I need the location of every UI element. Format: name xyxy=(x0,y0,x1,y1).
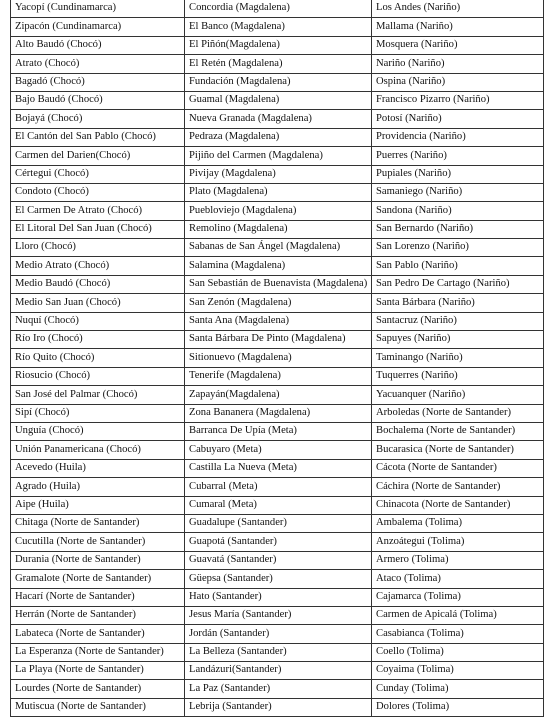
table-row xyxy=(11,73,544,91)
table-row xyxy=(11,294,544,312)
table-cell: San Lorenzo (Nariño) xyxy=(372,239,544,257)
table-cell: Tenerife (Magdalena) xyxy=(185,367,372,385)
table-cell: Arboledas (Norte de Santander) xyxy=(372,404,544,422)
table-cell: Condoto (Chocó) xyxy=(11,183,185,201)
table-row xyxy=(11,55,544,73)
table-row xyxy=(11,698,544,716)
table-cell: San Pedro De Cartago (Nariño) xyxy=(372,275,544,293)
table-row xyxy=(11,0,544,18)
table-cell: La Playa (Norte de Santander) xyxy=(11,662,185,680)
table-row xyxy=(11,680,544,698)
table-row xyxy=(11,459,544,477)
table-cell: Medio San Juan (Chocó) xyxy=(11,294,185,312)
table-row xyxy=(11,275,544,293)
table-cell: Dolores (Tolima) xyxy=(372,698,544,716)
table-cell: Mallama (Nariño) xyxy=(372,18,544,36)
table-cell: Unguía (Chocó) xyxy=(11,422,185,440)
table-row xyxy=(11,220,544,238)
table-cell: Lourdes (Norte de Santander) xyxy=(11,680,185,698)
table-cell: Santacruz (Nariño) xyxy=(372,312,544,330)
table-row xyxy=(11,404,544,422)
table-cell: Nuquí (Chocó) xyxy=(11,312,185,330)
table-cell: Bajo Baudó (Chocó) xyxy=(11,91,185,109)
table-cell: Santa Ana (Magdalena) xyxy=(185,312,372,330)
table-row xyxy=(11,147,544,165)
table-row xyxy=(11,386,544,404)
table-cell: Nueva Granada (Magdalena) xyxy=(185,110,372,128)
table-cell: Tuquerres (Nariño) xyxy=(372,367,544,385)
table-cell: Durania (Norte de Santander) xyxy=(11,551,185,569)
table-cell: Cácota (Norte de Santander) xyxy=(372,459,544,477)
table-cell: Salamina (Magdalena) xyxy=(185,257,372,275)
table-cell: Bochalema (Norte de Santander) xyxy=(372,422,544,440)
table-cell: Cabuyaro (Meta) xyxy=(185,441,372,459)
table-cell: Cértegui (Chocó) xyxy=(11,165,185,183)
table-row xyxy=(11,606,544,624)
table-cell: Francisco Pizarro (Nariño) xyxy=(372,91,544,109)
table-cell: Pupiales (Nariño) xyxy=(372,165,544,183)
table-cell: San José del Palmar (Chocó) xyxy=(11,386,185,404)
table-row xyxy=(11,128,544,146)
table-cell: Acevedo (Huila) xyxy=(11,459,185,477)
table-row xyxy=(11,349,544,367)
table-cell: Sipí (Chocó) xyxy=(11,404,185,422)
municipality-table xyxy=(10,0,544,717)
table-row xyxy=(11,625,544,643)
table-cell: Los Andes (Nariño) xyxy=(372,0,544,18)
table-cell: Atrato (Chocó) xyxy=(11,55,185,73)
table-body xyxy=(11,0,544,717)
table-cell: Carmen de Apicalá (Tolima) xyxy=(372,606,544,624)
table-cell: La Paz (Santander) xyxy=(185,680,372,698)
table-row xyxy=(11,643,544,661)
table-cell: La Esperanza (Norte de Santander) xyxy=(11,643,185,661)
table-cell: El Cantón del San Pablo (Chocó) xyxy=(11,128,185,146)
table-row xyxy=(11,533,544,551)
table-cell: Agrado (Huila) xyxy=(11,478,185,496)
table-cell: Cubarral (Meta) xyxy=(185,478,372,496)
table-row xyxy=(11,239,544,257)
table-cell: San Bernardo (Nariño) xyxy=(372,220,544,238)
table-cell: Guapotá (Santander) xyxy=(185,533,372,551)
table-cell: Hato (Santander) xyxy=(185,588,372,606)
table-cell: Sitionuevo (Magdalena) xyxy=(185,349,372,367)
table-cell: Remolino (Magdalena) xyxy=(185,220,372,238)
table-cell: Río Iro (Chocó) xyxy=(11,331,185,349)
table-cell: San Zenón (Magdalena) xyxy=(185,294,372,312)
table-cell: Castilla La Nueva (Meta) xyxy=(185,459,372,477)
table-cell: El Carmen De Atrato (Chocó) xyxy=(11,202,185,220)
table-cell: Puerres (Nariño) xyxy=(372,147,544,165)
table-cell: Providencia (Nariño) xyxy=(372,128,544,146)
table-cell: Río Quito (Chocó) xyxy=(11,349,185,367)
table-cell: San Pablo (Nariño) xyxy=(372,257,544,275)
table-row xyxy=(11,183,544,201)
table-row xyxy=(11,331,544,349)
table-row xyxy=(11,496,544,514)
table-cell: Riosucio (Chocó) xyxy=(11,367,185,385)
table-cell: Güepsa (Santander) xyxy=(185,570,372,588)
table-cell: Ataco (Tolima) xyxy=(372,570,544,588)
table-row xyxy=(11,478,544,496)
table-cell: Plato (Magdalena) xyxy=(185,183,372,201)
table-cell: Gramalote (Norte de Santander) xyxy=(11,570,185,588)
table-cell: Fundación (Magdalena) xyxy=(185,73,372,91)
table-cell: La Belleza (Santander) xyxy=(185,643,372,661)
table-cell: Bagadó (Chocó) xyxy=(11,73,185,91)
table-cell: Zona Bananera (Magdalena) xyxy=(185,404,372,422)
table-row xyxy=(11,570,544,588)
table-row xyxy=(11,312,544,330)
table-cell: Carmen del Darien(Chocó) xyxy=(11,147,185,165)
table-cell: Landázuri(Santander) xyxy=(185,662,372,680)
table-cell: Jesus María (Santander) xyxy=(185,606,372,624)
table-cell: Chitaga (Norte de Santander) xyxy=(11,514,185,532)
table-row xyxy=(11,422,544,440)
table-cell: El Litoral Del San Juan (Chocó) xyxy=(11,220,185,238)
table-cell: El Piñón(Magdalena) xyxy=(185,36,372,54)
table-cell: Lloro (Chocó) xyxy=(11,239,185,257)
table-cell: El Retén (Magdalena) xyxy=(185,55,372,73)
table-row xyxy=(11,110,544,128)
table-cell: Bucarasica (Norte de Santander) xyxy=(372,441,544,459)
table-row xyxy=(11,588,544,606)
table-cell: Chinacota (Norte de Santander) xyxy=(372,496,544,514)
table-cell: Casabianca (Tolima) xyxy=(372,625,544,643)
table-cell: Guavatá (Santander) xyxy=(185,551,372,569)
table-cell: Yacopí (Cundinamarca) xyxy=(11,0,185,18)
table-cell: Cumaral (Meta) xyxy=(185,496,372,514)
table-cell: Santa Bárbara De Pinto (Magdalena) xyxy=(185,331,372,349)
table-row xyxy=(11,441,544,459)
table-cell: Medio Baudó (Chocó) xyxy=(11,275,185,293)
table-cell: Medio Atrato (Chocó) xyxy=(11,257,185,275)
table-row xyxy=(11,662,544,680)
table-cell: Cáchira (Norte de Santander) xyxy=(372,478,544,496)
table-cell: Jordán (Santander) xyxy=(185,625,372,643)
table-cell: Coello (Tolima) xyxy=(372,643,544,661)
table-cell: Mosquera (Nariño) xyxy=(372,36,544,54)
table-cell: Pijiño del Carmen (Magdalena) xyxy=(185,147,372,165)
table-row xyxy=(11,257,544,275)
table-cell: El Banco (Magdalena) xyxy=(185,18,372,36)
table-cell: Nariño (Nariño) xyxy=(372,55,544,73)
table-row xyxy=(11,202,544,220)
table-cell: Cunday (Tolima) xyxy=(372,680,544,698)
table-cell: Cajamarca (Tolima) xyxy=(372,588,544,606)
table-cell: Zapayán(Magdalena) xyxy=(185,386,372,404)
table-row xyxy=(11,18,544,36)
table-cell: Sabanas de San Ángel (Magdalena) xyxy=(185,239,372,257)
table-cell: Unión Panamericana (Chocó) xyxy=(11,441,185,459)
table-cell: Alto Baudó (Chocó) xyxy=(11,36,185,54)
table-cell: Sapuyes (Nariño) xyxy=(372,331,544,349)
table-cell: Sandona (Nariño) xyxy=(372,202,544,220)
table-row xyxy=(11,514,544,532)
table-cell: Taminango (Nariño) xyxy=(372,349,544,367)
table-cell: Guamal (Magdalena) xyxy=(185,91,372,109)
table-cell: Pivijay (Magdalena) xyxy=(185,165,372,183)
table-cell: Santa Bárbara (Nariño) xyxy=(372,294,544,312)
table-row xyxy=(11,551,544,569)
table-cell: Concordia (Magdalena) xyxy=(185,0,372,18)
table-cell: Lebrija (Santander) xyxy=(185,698,372,716)
table-cell: Guadalupe (Santander) xyxy=(185,514,372,532)
table-cell: Coyaima (Tolima) xyxy=(372,662,544,680)
table-cell: Armero (Tolima) xyxy=(372,551,544,569)
table-cell: Herrán (Norte de Santander) xyxy=(11,606,185,624)
table-cell: Pedraza (Magdalena) xyxy=(185,128,372,146)
table-cell: Zipacón (Cundinamarca) xyxy=(11,18,185,36)
table-row xyxy=(11,91,544,109)
table-cell: Samaniego (Nariño) xyxy=(372,183,544,201)
table-cell: Labateca (Norte de Santander) xyxy=(11,625,185,643)
table-row xyxy=(11,36,544,54)
table-cell: Ambalema (Tolima) xyxy=(372,514,544,532)
table-cell: Mutiscua (Norte de Santander) xyxy=(11,698,185,716)
table-cell: Puebloviejo (Magdalena) xyxy=(185,202,372,220)
table-cell: Cucutilla (Norte de Santander) xyxy=(11,533,185,551)
table-cell: Barranca De Upía (Meta) xyxy=(185,422,372,440)
table-cell: Bojayá (Chocó) xyxy=(11,110,185,128)
table-cell: Yacuanquer (Nariño) xyxy=(372,386,544,404)
table-cell: Anzoátegui (Tolima) xyxy=(372,533,544,551)
table-cell: Ospina (Nariño) xyxy=(372,73,544,91)
table-cell: Aipe (Huila) xyxy=(11,496,185,514)
table-cell: Hacarí (Norte de Santander) xyxy=(11,588,185,606)
table-row xyxy=(11,367,544,385)
table-cell: San Sebastián de Buenavista (Magdalena) xyxy=(185,275,372,293)
table-cell: Potosí (Nariño) xyxy=(372,110,544,128)
table-row xyxy=(11,165,544,183)
